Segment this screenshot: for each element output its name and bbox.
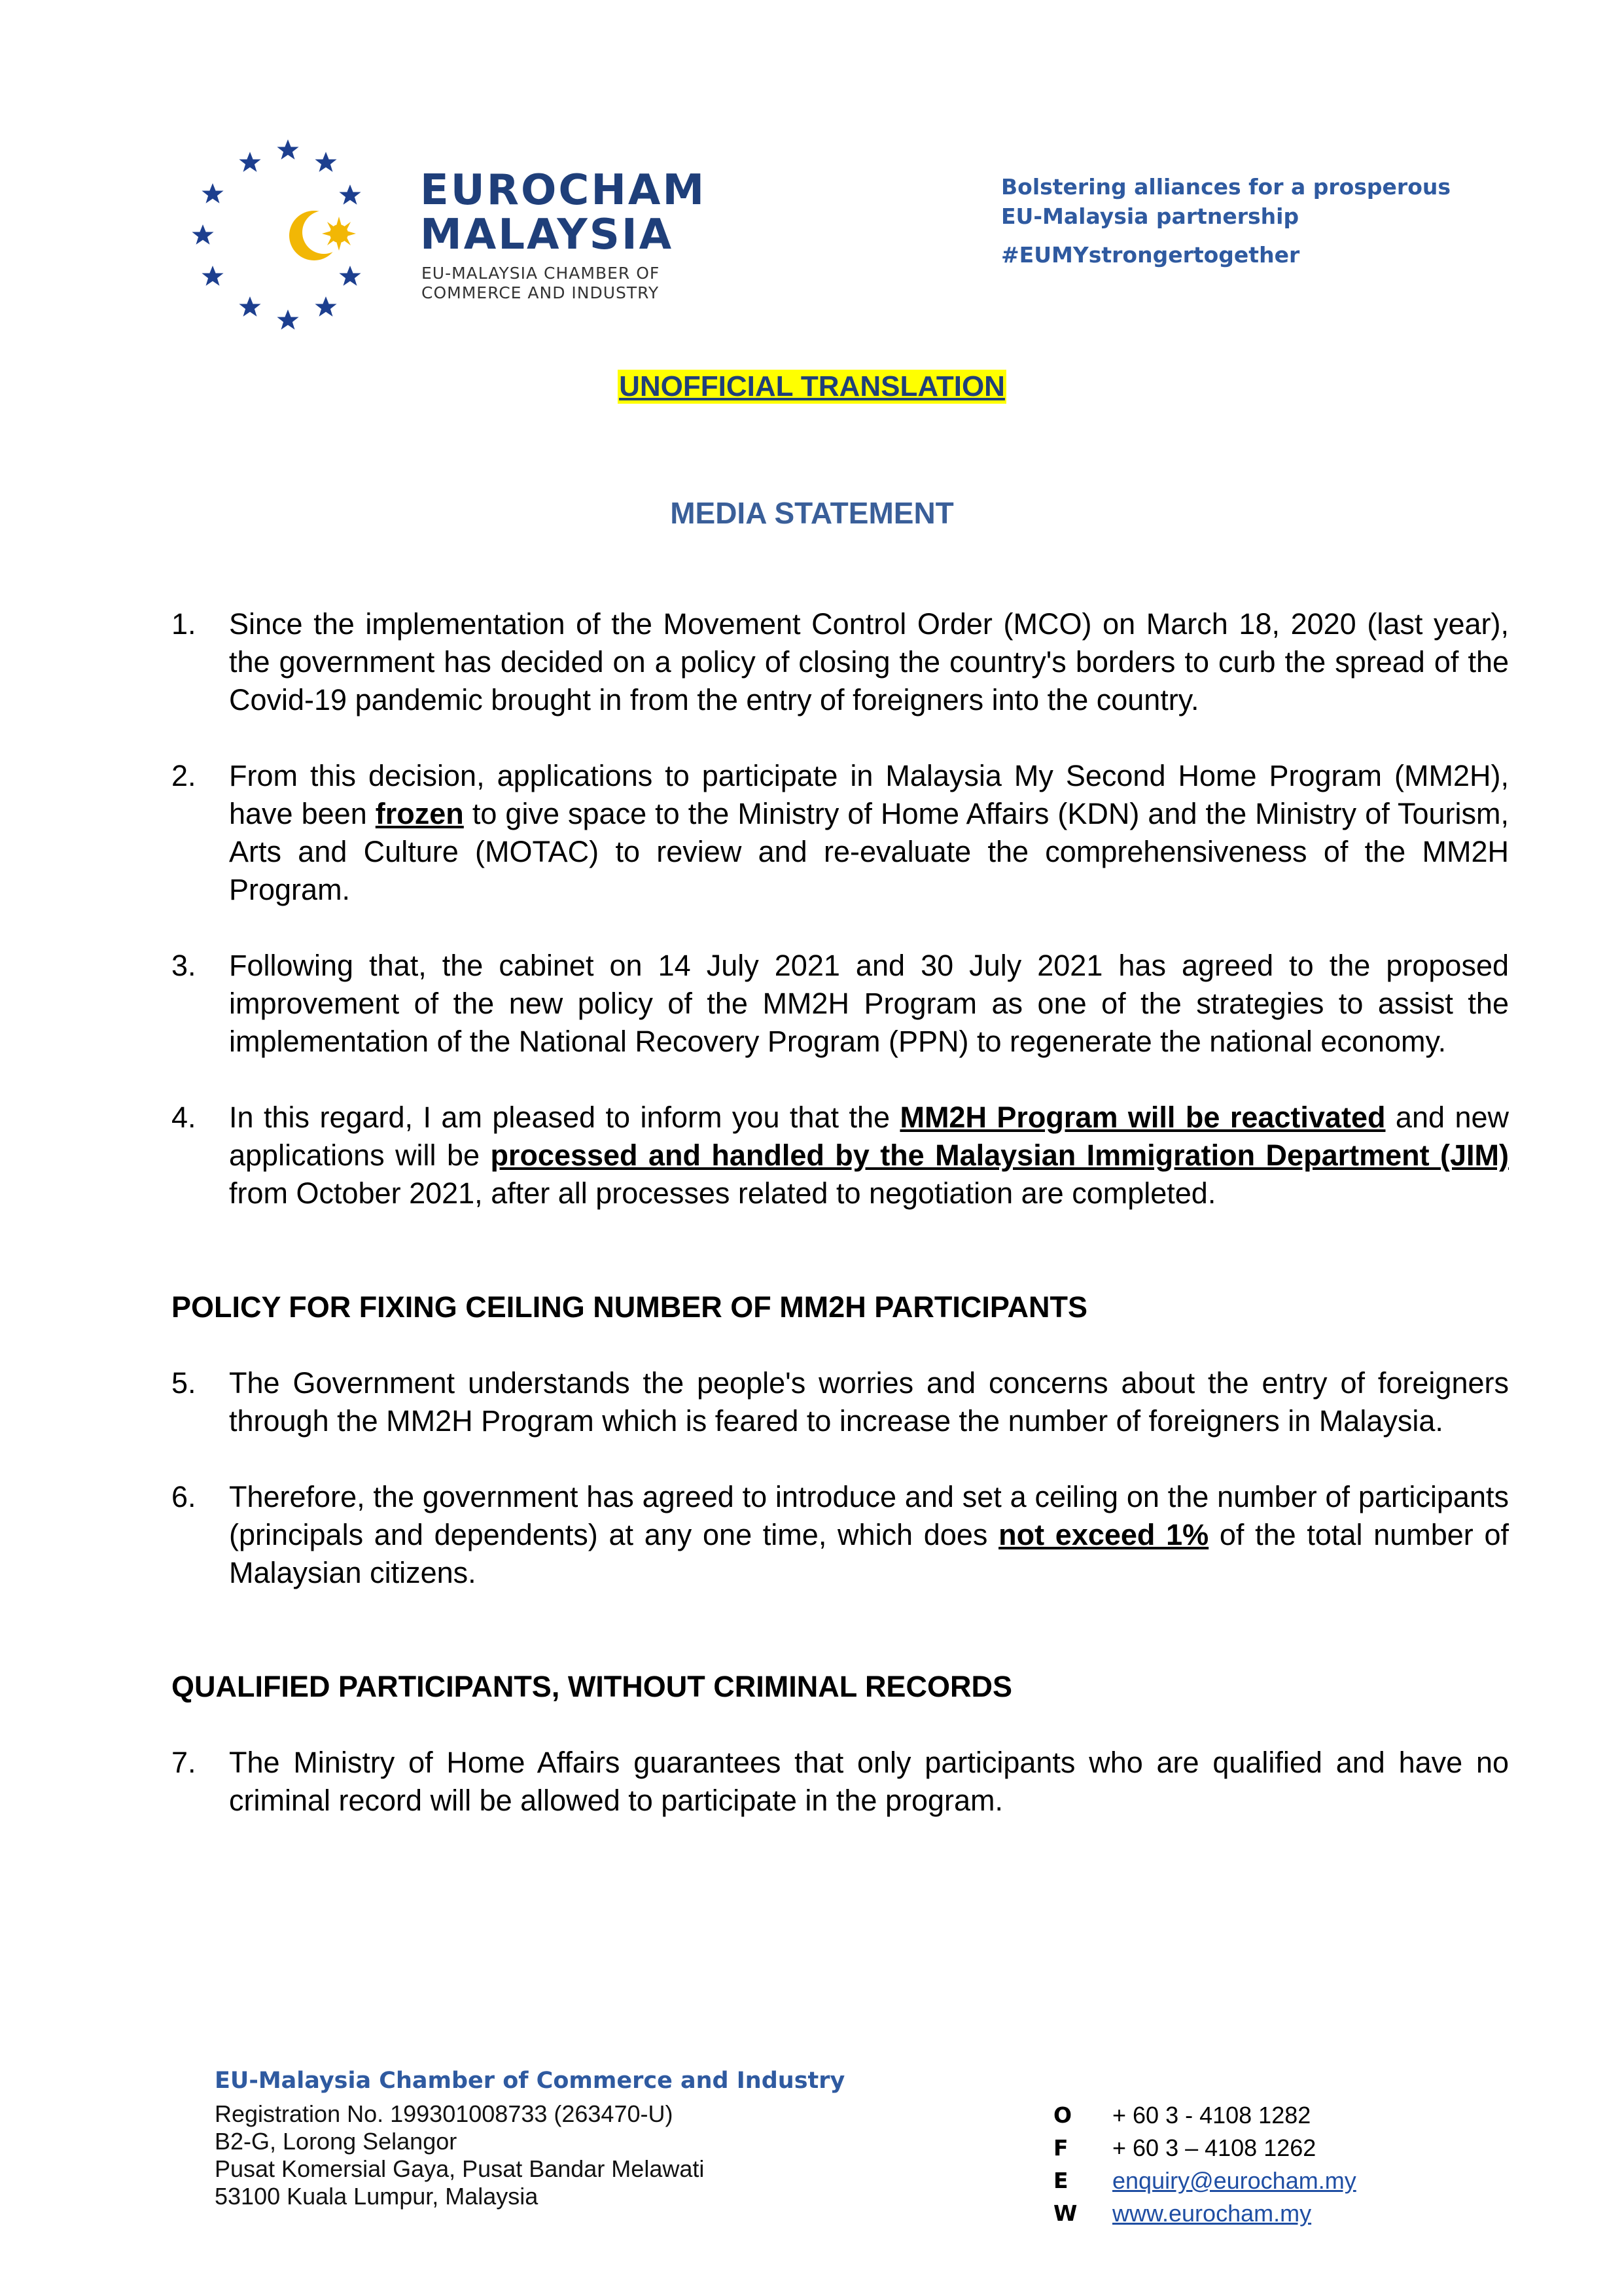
contact-key: E — [1053, 2168, 1068, 2193]
item-number: 3. — [171, 949, 196, 982]
item-text: Following that, the cabinet on 14 July 2021 and 30 July 2021 has agreed to the proposed improvement of the new policy of the MM2H Program as one of the strategies to assist the implementation of the National Recovery Program (PPN) to regenerate the national economy. — [229, 949, 1509, 1058]
footer-address — [215, 2100, 704, 2210]
item-text: Therefore, the government has agreed to introduce and set a ceiling on the number of participants (principals and dependents) at any one time, which does not exceed 1% of the total number of Malaysian citizens. — [229, 1480, 1509, 1589]
tagline-line-2: EU-Malaysia partnership — [1001, 203, 1299, 229]
emphasis-reactivated: MM2H Program will be reactivated — [900, 1101, 1386, 1134]
statement-item-6 — [171, 1478, 1509, 1592]
item-text: Since the implementation of the Movement Control Order (MCO) on March 18, 2020 (last year), the government has decided on a policy of closing the country's borders to curb the spread of the Covid-19 pandemic brought in from the entry of foreigners into the country. — [229, 607, 1509, 716]
brand-name: EUROCHAM MALAYSIA — [420, 166, 707, 259]
unofficial-translation-banner — [0, 370, 1624, 404]
item-number: 4. — [171, 1101, 196, 1134]
section-heading-ceiling: POLICY FOR FIXING CEILING NUMBER OF MM2H PARTICIPANTS — [171, 1290, 1088, 1324]
item-number: 7. — [171, 1746, 196, 1779]
emphasis-jim: processed and handled by the Malaysian Immigration Department (JIM) — [490, 1139, 1509, 1172]
emphasis-one-percent: not exceed 1% — [998, 1518, 1209, 1551]
contact-key: W — [1053, 2200, 1078, 2226]
emphasis-frozen: frozen — [375, 797, 464, 830]
office-phone: + 60 3 - 4108 1282 — [1112, 2102, 1311, 2128]
address-line: B2-G, Lorong Selangor — [215, 2128, 457, 2155]
item-number: 6. — [171, 1480, 196, 1513]
statement-item-7 — [171, 1744, 1509, 1820]
fax-number: + 60 3 – 4108 1262 — [1112, 2134, 1316, 2161]
contact-office — [1053, 2099, 1356, 2132]
address-line: 53100 Kuala Lumpur, Malaysia — [215, 2183, 538, 2210]
item-text: The Ministry of Home Affairs guarantees that only participants who are qualified and have no criminal record will be allowed to participate in the program. — [229, 1746, 1509, 1817]
contact-fax — [1053, 2132, 1356, 2164]
contact-key: O — [1053, 2102, 1072, 2128]
hashtag: #EUMYstrongertogether — [1001, 242, 1300, 268]
item-number: 5. — [171, 1366, 196, 1400]
footer-organization: EU-Malaysia Chamber of Commerce and Industry — [215, 2068, 845, 2094]
contact-email — [1053, 2164, 1356, 2197]
item-text: The Government understands the people's worries and concerns about the entry of foreigners through the MM2H Program which is feared to increase the number of foreigners in Malaysia. — [229, 1366, 1509, 1438]
section-heading-qualified: QUALIFIED PARTICIPANTS, WITHOUT CRIMINAL RECORDS — [171, 1670, 1012, 1703]
unofficial-translation-label: UNOFFICIAL TRANSLATION — [619, 370, 1005, 402]
item-text: In this regard, I am pleased to inform you that the MM2H Program will be reactivated and new applications will be processed and handled by the Malaysian Immigration Department (JIM) from October 2021, after all processes related to negotiation are completed. — [229, 1101, 1509, 1210]
tagline — [1001, 172, 1451, 270]
statement-item-5 — [171, 1364, 1509, 1440]
item-number: 2. — [171, 759, 196, 792]
statement-item-2 — [171, 757, 1509, 909]
item-number: 1. — [171, 607, 196, 641]
contact-key: F — [1053, 2135, 1068, 2161]
eu-stars-crescent-icon — [190, 134, 386, 337]
registration-number: Registration No. 199301008733 (263470-U) — [215, 2100, 673, 2127]
contact-website — [1053, 2197, 1356, 2230]
tagline-line-1: Bolstering alliances for a prosperous — [1001, 174, 1451, 200]
statement-body — [171, 605, 1509, 1858]
statement-item-4 — [171, 1099, 1509, 1212]
statement-item-1 — [171, 605, 1509, 719]
email-link[interactable]: enquiry@eurocham.my — [1112, 2167, 1356, 2194]
item-text: From this decision, applications to participate in Malaysia My Second Home Program (MM2H), have been frozen to give space to the Ministry of Home Affairs (KDN) and the Ministry of Tourism, Arts and Culture (MOTAC) to review and re-evaluate the comprehensiveness of the MM2H Program. — [229, 759, 1509, 906]
statement-item-3 — [171, 947, 1509, 1061]
page-title: MEDIA STATEMENT — [670, 496, 954, 530]
address-line: Pusat Komersial Gaya, Pusat Bandar Melawati — [215, 2155, 705, 2182]
brand-subtitle: EU-MALAYSIA CHAMBER OF COMMERCE AND INDUSTRY — [421, 264, 660, 302]
footer-contacts — [1053, 2099, 1356, 2230]
website-link[interactable]: www.eurocham.my — [1112, 2200, 1312, 2227]
eurocham-logo — [190, 134, 726, 337]
